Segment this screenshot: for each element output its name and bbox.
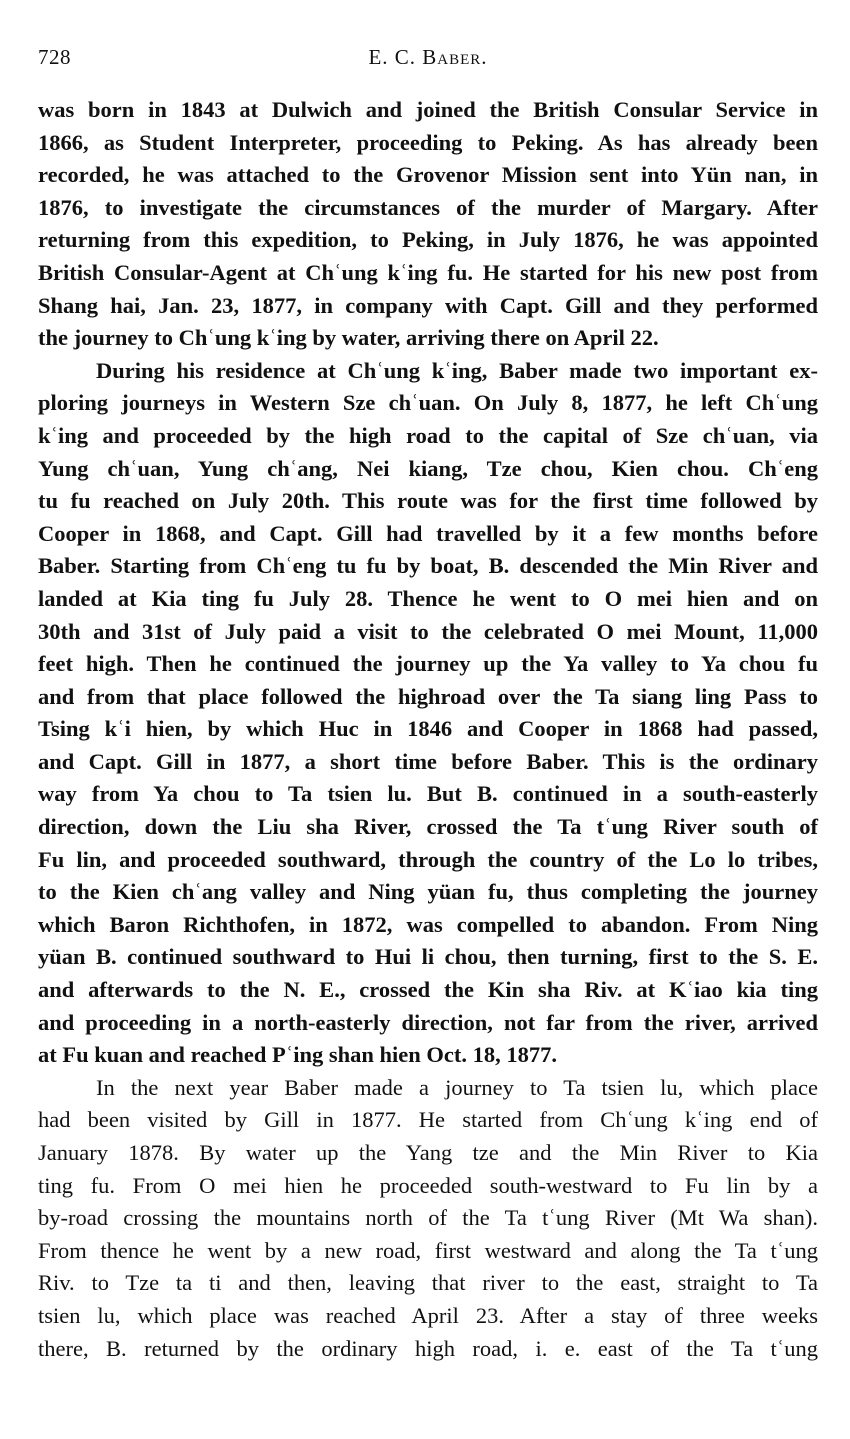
text-line: Tsing kʿi hien, by which Huc in 1846 and Cooper in 1868 had passed, — [38, 716, 818, 742]
text-line: landed at Kia ting fu July 28. Thence he went to O mei hien and on — [38, 585, 818, 611]
page-number: 728 — [38, 45, 71, 69]
paragraph — [38, 1072, 818, 1365]
text-line: ploring journeys in Western Sze chʿuan. On July 8, 1877, he left Chʿung — [38, 390, 818, 416]
text-line: kʿing and proceeded by the high road to the capital of Sze chʿuan, via — [38, 422, 818, 448]
text-line: ting fu. From O mei hien he proceeded south-westward to Fu lin by a — [38, 1172, 818, 1198]
paragraph — [38, 94, 818, 355]
text-line: Yung chʿuan, Yung chʿang, Nei kiang, Tze chou, Kien chou. Chʿeng — [38, 455, 818, 481]
text-line: returning from this expedition, to Peking, in July 1876, he was appointed — [38, 227, 818, 253]
text-line: there, B. returned by the ordinary high road, i. e. east of the Ta tʿung — [38, 1335, 818, 1361]
text-line: the journey to Chʿung kʿing by water, arriving there on April 22. — [38, 325, 659, 351]
text-line: tu fu reached on July 20th. This route was for the first time followed by — [38, 488, 818, 514]
text-line: feet high. Then he continued the journey up the Ya valley to Ya chou fu — [38, 651, 818, 677]
body-text — [38, 94, 818, 1365]
text-line: direction, down the Liu sha River, crossed the Ta tʿung River south of — [38, 814, 818, 840]
text-line: and from that place followed the highroad over the Ta siang ling Pass to — [38, 683, 818, 709]
text-line: Baber. Starting from Chʿeng tu fu by boat, B. descended the Min River and — [38, 553, 818, 579]
text-line: Riv. to Tze ta ti and then, leaving that river to the east, straight to Ta — [38, 1270, 818, 1296]
text-line: From thence he went by a new road, first westward and along the Ta tʿung — [38, 1237, 818, 1263]
text-line: yüan B. continued southward to Hui li chou, then turning, first to the S. E. — [38, 944, 818, 970]
text-line: Cooper in 1868, and Capt. Gill had travelled by it a few months before — [38, 520, 818, 546]
text-line: by-road crossing the mountains north of the Ta tʿung River (Mt Wa shan). — [38, 1205, 818, 1231]
text-line: Shang hai, Jan. 23, 1877, in company with Capt. Gill and they performed — [38, 292, 818, 318]
running-title: E. C. Baber. — [368, 45, 488, 69]
document-page — [38, 0, 818, 1439]
text-line: January 1878. By water up the Yang tze and the Min River to Kia — [38, 1140, 818, 1165]
text-line: recorded, he was attached to the Grovenor Mission sent into Yün nan, in — [38, 162, 818, 188]
text-line: and proceeding in a north-easterly direction, not far from the river, arrived — [38, 1009, 818, 1035]
text-line: In the next year Baber made a journey to Ta tsien lu, which place — [96, 1074, 818, 1100]
running-head — [38, 42, 818, 72]
text-line: During his residence at Chʿung kʿing, Baber made two important ex- — [96, 357, 818, 383]
text-line: 30th and 31st of July paid a visit to the celebrated O mei Mount, 11,000 — [38, 618, 818, 644]
text-line: which Baron Richthofen, in 1872, was compelled to abandon. From Ning — [38, 911, 818, 937]
text-line: and afterwards to the N. E., crossed the Kin sha Riv. at Kʿiao kia ting — [38, 977, 818, 1003]
text-line: Fu lin, and proceeded southward, through the country of the Lo lo tribes, — [38, 846, 818, 872]
text-line: British Consular-Agent at Chʿung kʿing fu. He started for his new post from — [38, 259, 818, 285]
text-line: at Fu kuan and reached Pʿing shan hien Oct. 18, 1877. — [38, 1042, 558, 1068]
text-line: was born in 1843 at Dulwich and joined the British Consular Service in — [38, 97, 818, 122]
text-line: way from Ya chou to Ta tsien lu. But B. continued in a south-easterly — [38, 781, 818, 807]
text-line: 1866, as Student Interpreter, proceeding to Peking. As has already been — [38, 129, 818, 155]
text-line: to the Kien chʿang valley and Ning yüan fu, thus completing the journey — [38, 879, 818, 905]
text-line: tsien lu, which place was reached April 23. After a stay of three weeks — [38, 1302, 818, 1328]
paragraph — [38, 355, 818, 1072]
text-line: 1876, to investigate the circumstances of the murder of Margary. After — [38, 194, 818, 220]
text-line: and Capt. Gill in 1877, a short time before Baber. This is the ordinary — [38, 748, 818, 774]
text-line: had been visited by Gill in 1877. He started from Chʿung kʿing end of — [38, 1107, 818, 1133]
